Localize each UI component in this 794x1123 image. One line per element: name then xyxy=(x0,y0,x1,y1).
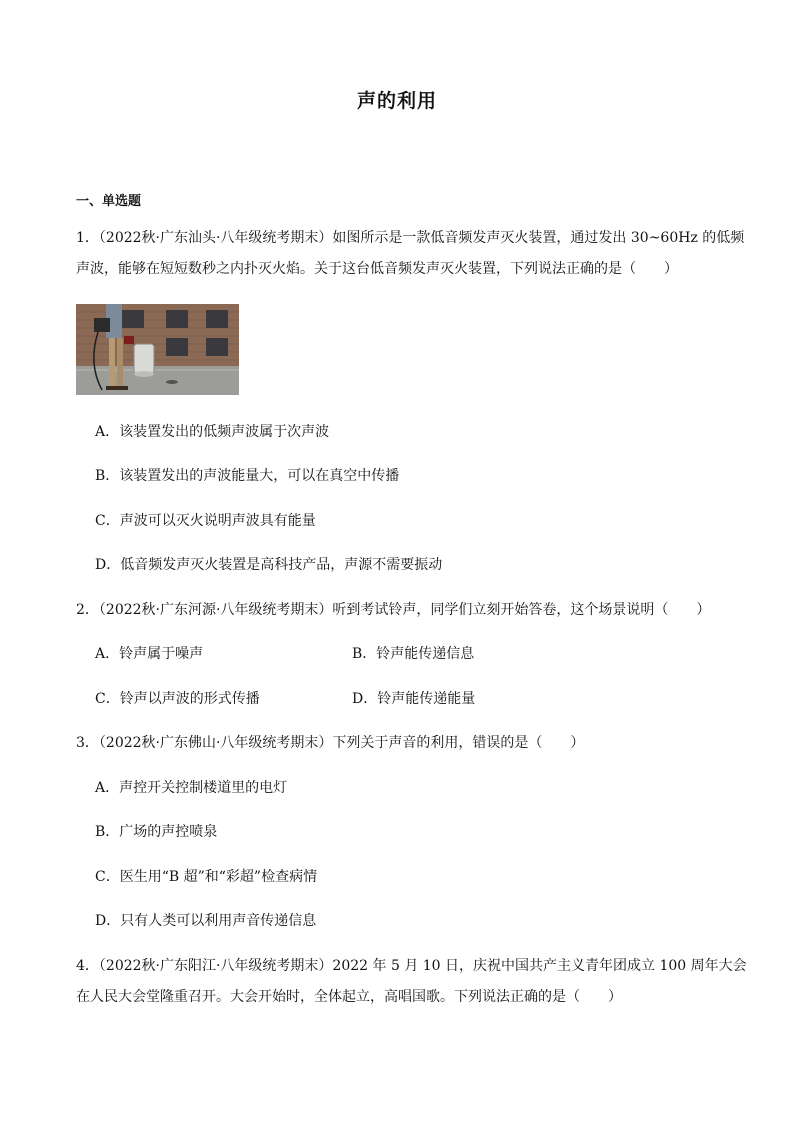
question-1-option-d: D．低音频发声灭火装置是高科技产品，声源不需要振动 xyxy=(95,557,443,573)
section-heading: 一、单选题 xyxy=(76,194,142,209)
question-1-option-a: A．该装置发出的低频声波属于次声波 xyxy=(95,424,330,440)
question-2-option-d: D．铃声能传递能量 xyxy=(352,691,476,707)
question-2-line-1: 2．（2022秋·广东河源·八年级统考期末）听到考试铃声，同学们立刻开始答卷，这个场景说明（ ） xyxy=(76,602,711,618)
question-3-option-c: C．医生用“B 超”和“彩超”检查病情 xyxy=(95,869,318,885)
question-2-option-b: B．铃声能传递信息 xyxy=(352,646,475,662)
question-2-option-c: C．铃声以声波的形式传播 xyxy=(95,691,260,707)
question-1-line-1: 1．（2022秋·广东汕头·八年级统考期末）如图所示是一款低音频发声灭火装置，通过发出 30~60Hz 的低频 xyxy=(76,230,745,246)
question-1-line-2: 声波，能够在短短数秒之内扑灭火焰。关于这台低音频发声灭火装置，下列说法正确的是（ ） xyxy=(76,261,678,277)
page-title: 声的利用 xyxy=(356,90,437,112)
question-1-photo xyxy=(76,304,239,395)
question-4-line-1: 4．（2022秋·广东阳江·八年级统考期末）2022 年 5 月 10 日，庆祝中国共产主义青年团成立 100 周年大会 xyxy=(76,958,747,974)
question-2-option-a: A．铃声属于噪声 xyxy=(95,646,204,662)
question-1-option-c: C．声波可以灭火说明声波具有能量 xyxy=(95,513,316,529)
question-3-option-b: B．广场的声控喷泉 xyxy=(95,824,218,840)
question-3-option-d: D．只有人类可以利用声音传递信息 xyxy=(95,913,317,929)
question-3-option-a: A．声控开关控制楼道里的电灯 xyxy=(95,780,288,796)
question-1-option-b: B．该装置发出的声波能量大，可以在真空中传播 xyxy=(95,468,400,484)
question-3-line-1: 3．（2022秋·广东佛山·八年级统考期末）下列关于声音的利用，错误的是（ ） xyxy=(76,735,585,751)
question-4-line-2: 在人民大会堂隆重召开。大会开始时，全体起立，高唱国歌。下列说法正确的是（ ） xyxy=(76,989,622,1005)
